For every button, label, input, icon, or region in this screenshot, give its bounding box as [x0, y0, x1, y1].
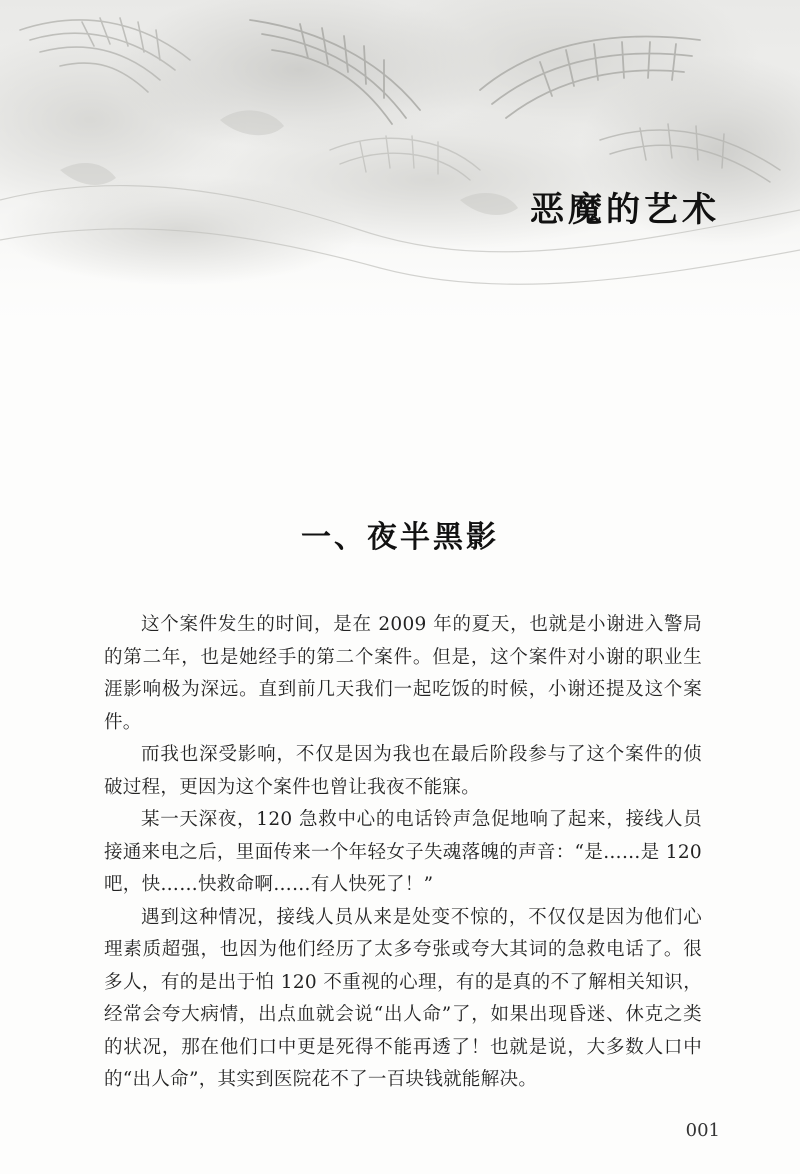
chapter-title: 一、夜半黑影: [301, 520, 499, 555]
paragraph: 而我也深受影响，不仅是因为我也在最后阶段参与了这个案件的侦破过程，更因为这个案件也曾让我夜不能寐。: [104, 744, 702, 798]
paragraph: 某一天深夜，120 急救中心的电话铃声急促地响了起来，接线人员接通来电之后，里面传来一个年轻女子失魂落魄的声音：“是……是 120 吧，快……快救命啊……有人快死了！”: [104, 809, 702, 895]
header-decorative-illustration: [0, 0, 800, 340]
page-number: 001: [685, 1120, 720, 1141]
header-art-svg: [0, 0, 800, 340]
paragraph: 遇到这种情况，接线人员从来是处变不惊的，不仅仅是因为他们心理素质超强，也因为他们经历了太多夸张或夸大其词的急救电话了。很多人，有的是出于怕 120 不重视的心理，有的是真的不了解相关知识，经常会夸大病情，出点血就会说“出人命”了，如果出现昏迷、休克之类的状况，那在他们口中更是死得不能再透了！也就是说，大多数人口中的“出人命”，其实到医院花不了一百块钱就能解决。: [104, 906, 702, 1090]
paragraph: 这个案件发生的时间，是在 2009 年的夏天，也就是小谢进入警局的第二年，也是她经手的第二个案件。但是，这个案件对小谢的职业生涯影响极为深远。直到前几天我们一起吃饭的时候，小谢还提及这个案件。: [104, 614, 702, 733]
body-text: [104, 609, 702, 1097]
part-title: 恶魔的艺术: [530, 190, 720, 230]
